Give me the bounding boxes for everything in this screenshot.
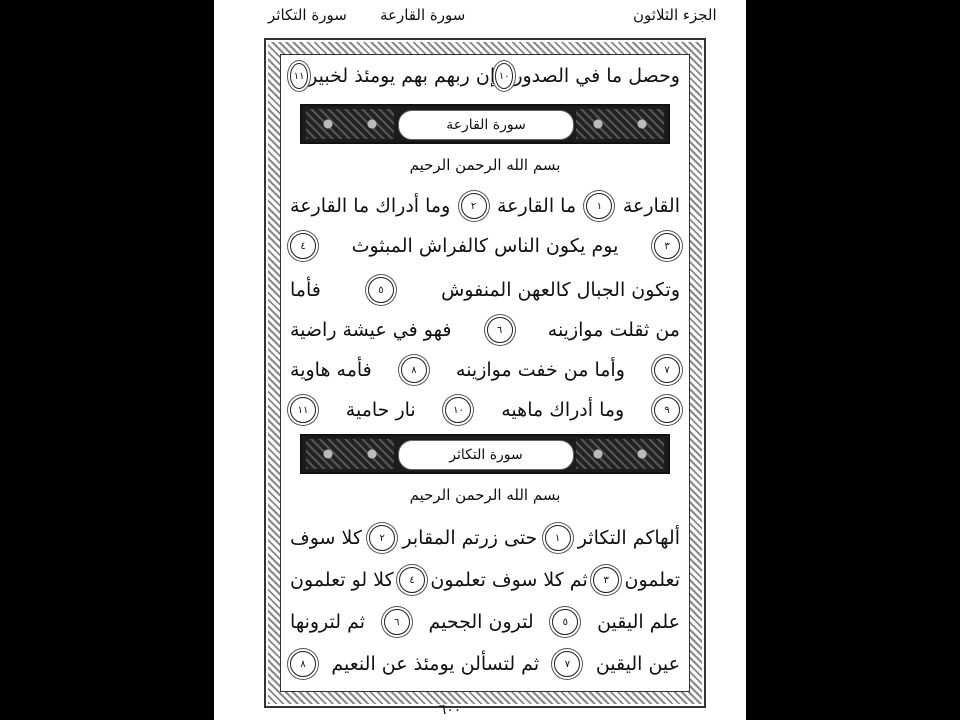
verse-text: ثم لتسألن يومئذ عن النعيم xyxy=(331,653,540,675)
ayah-marker: ٦ xyxy=(487,317,513,343)
verse-text: القارعة xyxy=(622,195,680,217)
verse-text: ثم لترونها xyxy=(290,611,366,633)
verse-text: لترون الجحيم xyxy=(428,611,534,633)
ayah-marker: ١ xyxy=(586,193,612,219)
verse-text: كلا سوف xyxy=(290,527,362,549)
verse-text: عين اليقين xyxy=(595,653,680,675)
text-line-5 xyxy=(290,312,680,348)
surah-header-takathur: سورة التكاثر xyxy=(268,6,347,24)
ayah-marker: ٥ xyxy=(552,609,578,635)
verse-text: حتى زرتم المقابر xyxy=(402,527,538,549)
text-line-10 xyxy=(290,604,680,640)
surah-header-qariah: سورة القارعة xyxy=(380,6,466,24)
ayah-marker: ٨ xyxy=(290,651,316,677)
verse-text: ما القارعة xyxy=(496,195,577,217)
verse-text: وما أدراك ماهيه xyxy=(501,399,625,421)
text-line-6 xyxy=(290,352,680,388)
verse-text: ألهاكم التكاثر xyxy=(577,527,680,549)
ayah-marker: ٦ xyxy=(384,609,410,635)
verse-text: إن ربهم بهم يومئذ لخبير xyxy=(308,65,496,87)
ayah-marker: ١٠ xyxy=(495,63,513,89)
ayah-marker: ١١ xyxy=(290,397,316,423)
verse-text: وحصل ما في الصدور xyxy=(513,65,680,87)
verse-text: كلا لو تعلمون xyxy=(290,569,394,591)
basmala: بسم الله الرحمن الرحيم xyxy=(409,156,561,174)
ayah-marker: ١٠ xyxy=(445,397,471,423)
text-line-9 xyxy=(290,562,680,598)
verse-text: فأما xyxy=(290,279,321,301)
ayah-marker: ٤ xyxy=(290,233,316,259)
verse-text: علم اليقين xyxy=(597,611,680,633)
verse-text: وتكون الجبال كالعهن المنفوش xyxy=(441,279,680,301)
surah-title: سورة القارعة xyxy=(398,110,574,140)
ayah-marker: ٧ xyxy=(654,357,680,383)
banner-ornament-left xyxy=(306,439,394,469)
page-number: ٦٠٠ xyxy=(438,702,462,718)
ayah-marker: ٥ xyxy=(368,277,394,303)
verse-text: تعلمون xyxy=(624,569,680,591)
verse-text: فأمه هاوية xyxy=(290,359,372,381)
ayah-marker: ٩ xyxy=(654,397,680,423)
ayah-marker: ١ xyxy=(545,525,571,551)
surah-banner-takathur xyxy=(300,434,670,474)
verse-text: فهو في عيشة راضية xyxy=(290,319,452,341)
verse-text: وما أدراك ما القارعة xyxy=(290,195,451,217)
text-line-1 xyxy=(290,58,680,94)
basmala: بسم الله الرحمن الرحيم xyxy=(409,486,561,504)
surah-banner-qariah xyxy=(300,104,670,144)
text-line-4 xyxy=(290,272,680,308)
ayah-marker: ٣ xyxy=(654,233,680,259)
verse-text: من ثقلت موازينه xyxy=(547,319,680,341)
ayah-marker: ٧ xyxy=(554,651,580,677)
banner-ornament-right xyxy=(576,109,664,139)
verse-text: نار حامية xyxy=(345,399,416,421)
verse-text: يوم يكون الناس كالفراش المبثوث xyxy=(351,235,619,257)
text-line-11 xyxy=(290,646,680,682)
text-line-2 xyxy=(290,188,680,224)
ayah-marker: ١١ xyxy=(290,63,308,89)
ayah-marker: ٨ xyxy=(401,357,427,383)
ayah-marker: ٢ xyxy=(461,193,487,219)
banner-ornament-left xyxy=(306,109,394,139)
verse-text: ثم كلا سوف تعلمون xyxy=(430,569,588,591)
verse-text: وأما من خفت موازينه xyxy=(456,359,625,381)
banner-ornament-right xyxy=(576,439,664,469)
ayah-marker: ٣ xyxy=(593,567,619,593)
text-line-7 xyxy=(290,392,680,428)
surah-title: سورة التكاثر xyxy=(398,440,574,470)
text-line-3 xyxy=(290,228,680,264)
ayah-marker: ٢ xyxy=(369,525,395,551)
juz-header: الجزء الثلاثون xyxy=(633,6,717,24)
text-line-8 xyxy=(290,520,680,556)
ayah-marker: ٤ xyxy=(399,567,425,593)
